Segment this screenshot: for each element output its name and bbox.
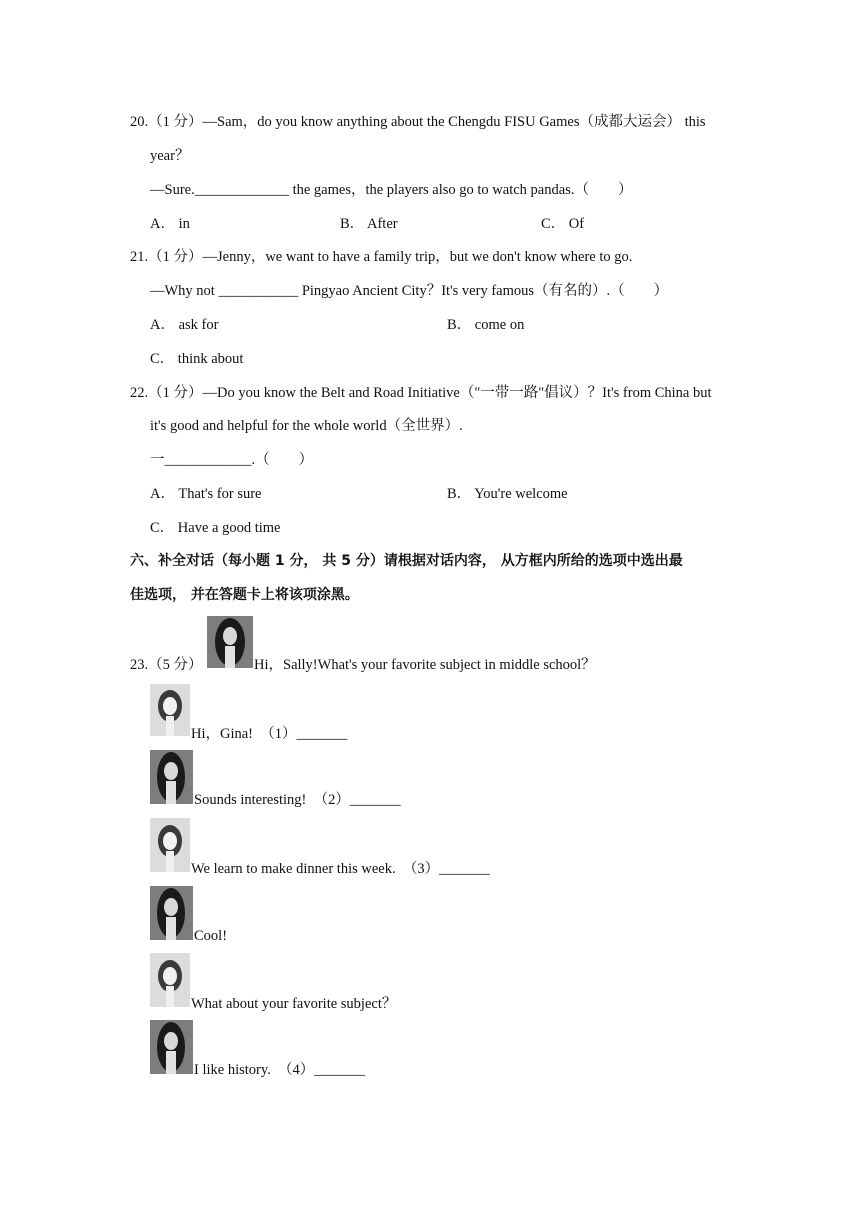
q21-option-a[interactable]: A． ask for: [150, 317, 219, 333]
q20-stem-continued: year？: [150, 148, 190, 164]
q22-reply: 一____________.（ ）: [150, 452, 314, 468]
q21-stem: 21.（1 分）—Jenny，we want to have a family trip，but we don't know where to go.: [130, 249, 633, 265]
dialog-line-7: I like history. （4）_______: [194, 1062, 366, 1078]
q22-stem: 22.（1 分）—Do you know the Belt and Road Initiative（"一带一路"倡议）？It's from China but: [130, 385, 712, 401]
q20-stem: 20.（1 分）—Sam，do you know anything about the Chengdu FISU Games（成都大运会） this: [130, 114, 706, 130]
dialog-line-4: We learn to make dinner this week. （3）_______: [191, 861, 490, 877]
dialog-line-6: What about your favorite subject？: [191, 996, 397, 1012]
section6-title: 六、补全对话（每小题 1 分， 共 5 分）请根据对话内容， 从方框内所给的选项中选出最: [130, 553, 683, 569]
dialog-line-1: Hi，Sally!What's your favorite subject in middle school？: [254, 657, 596, 673]
avatar-dark-portrait: [150, 886, 193, 940]
avatar-dark-portrait: [207, 616, 253, 668]
avatar-light-portrait: [150, 684, 190, 736]
q20-option-b[interactable]: B． After: [340, 216, 398, 232]
q20-option-c[interactable]: C． Of: [541, 216, 585, 232]
avatar-light-portrait: [150, 953, 190, 1007]
avatar-light-portrait: [150, 818, 190, 872]
q22-option-b[interactable]: B． You're welcome: [447, 486, 568, 502]
dialog-line-2: Hi，Gina! （1）_______: [191, 726, 348, 742]
q23-label: 23.（5 分）: [130, 657, 203, 673]
avatar-dark-portrait: [150, 1020, 193, 1074]
dialog-line-3: Sounds interesting! （2）_______: [194, 792, 401, 808]
q21-reply: —Why not ___________ Pingyao Ancient City？It's very famous（有名的）.（ ）: [150, 283, 669, 299]
q22-option-a[interactable]: A． That's for sure: [150, 486, 262, 502]
section6-title-continued: 佳选项， 并在答题卡上将该项涂黑。: [130, 587, 359, 603]
q20-option-a[interactable]: A． in: [150, 216, 190, 232]
q22-option-c[interactable]: C． Have a good time: [150, 520, 281, 536]
q21-option-b[interactable]: B． come on: [447, 317, 525, 333]
dialog-line-5: Cool!: [194, 928, 228, 944]
q22-stem-continued: it's good and helpful for the whole world（全世界）.: [150, 418, 463, 434]
avatar-dark-portrait: [150, 750, 193, 804]
q20-reply: —Sure._____________ the games，the players also go to watch pandas.（ ）: [150, 182, 633, 198]
q21-option-c[interactable]: C． think about: [150, 351, 244, 367]
